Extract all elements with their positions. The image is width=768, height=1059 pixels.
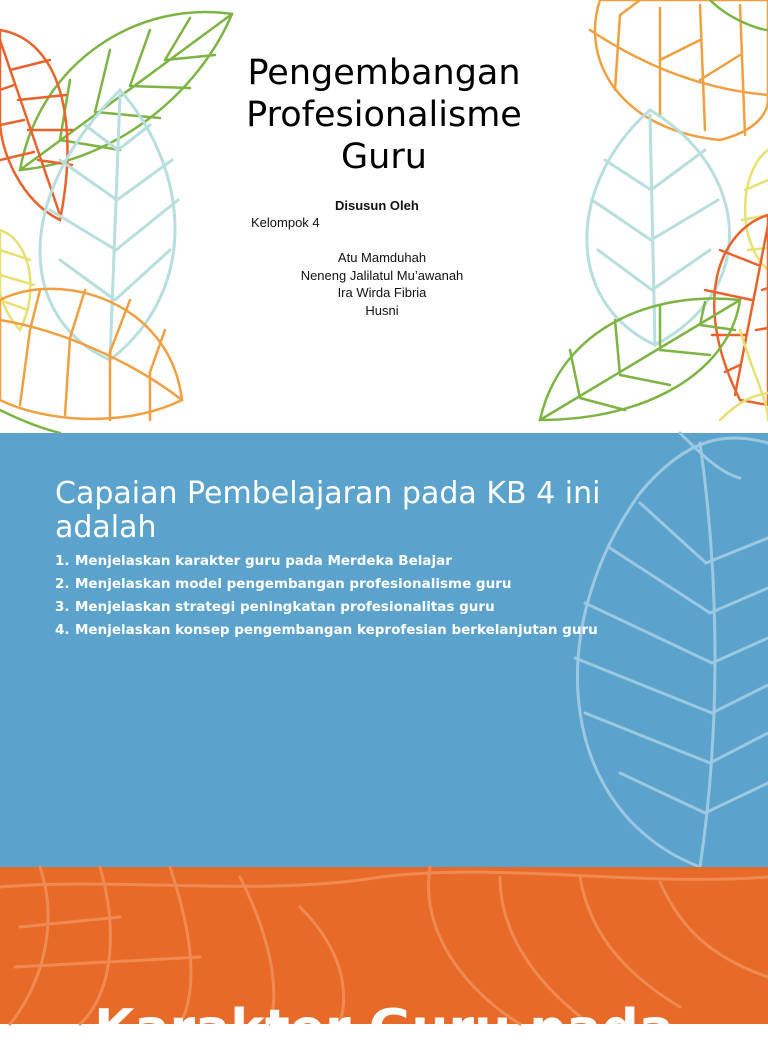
title-slide <box>0 0 768 433</box>
member-name: Ira Wirda Fibria <box>337 285 427 300</box>
member-name: Neneng Jalilatul Mu’awanah <box>300 267 464 283</box>
list-text: Menjelaskan konsep pengembangan keprofesian berkelanjutan guru <box>75 622 598 638</box>
member-name: Husni <box>365 302 399 318</box>
list-item <box>55 576 615 592</box>
slide-title: Capaian Pembelajaran pada KB 4 ini adalah <box>55 476 601 545</box>
list-text: Menjelaskan strategi peningkatan profesionalitas guru <box>75 599 495 615</box>
list-number: 4. <box>55 622 70 638</box>
list-item <box>55 553 615 569</box>
outcome-list <box>55 553 615 645</box>
list-number: 3. <box>55 599 70 615</box>
slide-title-line: Profesionalisme <box>246 95 522 135</box>
byline-label: Disusun Oleh <box>335 198 419 213</box>
slide-title: Karakter Guru pada <box>94 999 674 1059</box>
list-number: 1. <box>55 553 70 569</box>
list-item <box>55 599 615 615</box>
slide-title-line: Pengembangan <box>247 53 521 93</box>
list-text: Menjelaskan model pengembangan profesionalisme guru <box>75 576 512 592</box>
member-name: Atu Mamduhah <box>337 250 427 265</box>
member-list <box>232 249 532 319</box>
character-slide <box>0 867 768 1059</box>
slide-title-line: Guru <box>341 137 427 177</box>
list-number: 2. <box>55 576 70 592</box>
list-text: Menjelaskan karakter guru pada Merdeka Belajar <box>75 553 452 569</box>
slide-title <box>0 52 768 178</box>
list-item <box>55 622 615 638</box>
group-label: Kelompok 4 <box>251 215 320 230</box>
learning-outcomes-slide <box>0 433 768 867</box>
